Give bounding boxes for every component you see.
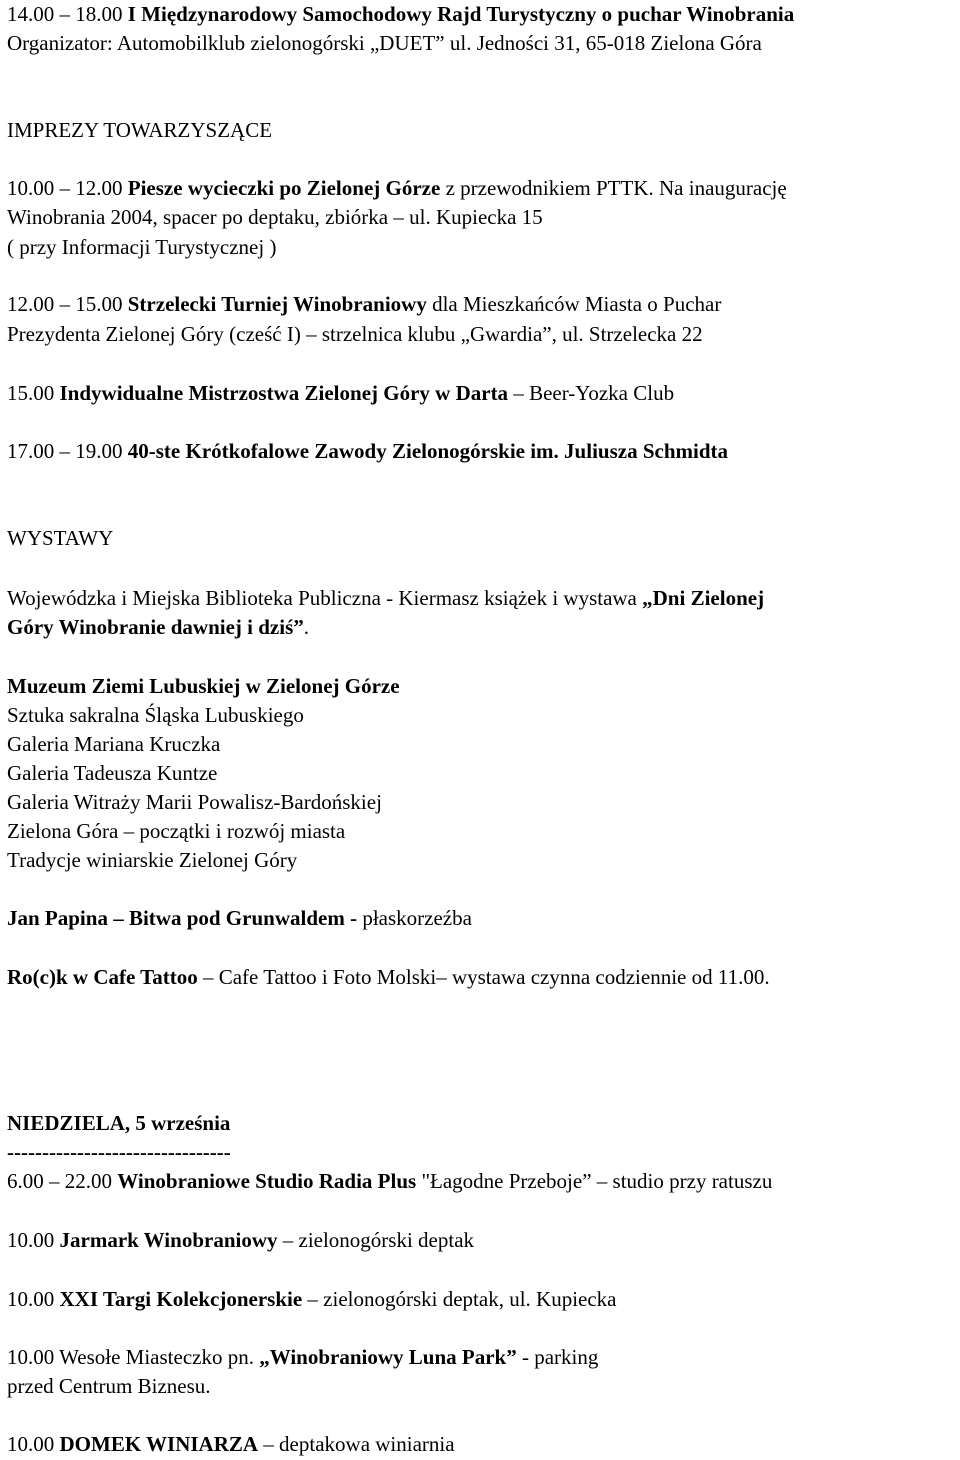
rally-title: I Międzynarodowy Samochodowy Rajd Turystyczny o puchar Winobrania [127, 2, 795, 26]
shooting-title: Strzelecki Turniej Winobraniowy [127, 292, 427, 316]
papina-title: Jan Papina – Bitwa pod Grunwaldem - [7, 906, 358, 930]
darts-title: Indywidualne Mistrzostwa Zielonej Góry w Darta [59, 381, 509, 405]
library-line-2 [7, 613, 309, 642]
library-line-1 [7, 584, 764, 613]
museum-heading: Muzeum Ziemi Lubuskiej w Zielonej Górze [7, 674, 400, 698]
rally-line [7, 0, 794, 29]
targi-title: XXI Targi Kolekcjonerskie [59, 1287, 303, 1311]
domek-time: 10.00 [7, 1432, 55, 1456]
museum-item: Galeria Tadeusza Kuntze [7, 761, 218, 785]
library-end: . [303, 615, 310, 639]
walks-desc-2: Winobrania 2004, spacer po deptaku, zbiórka – ul. Kupiecka 15 [7, 205, 543, 229]
shooting-line-1 [7, 290, 721, 319]
studio-time: 6.00 – 22.00 [7, 1169, 112, 1193]
lunapark-desc-2: przed Centrum Biznesu. [7, 1374, 211, 1398]
jarmark-line [7, 1226, 474, 1255]
tattoo-line [7, 963, 770, 992]
darts-time: 15.00 [7, 381, 55, 405]
niedziela-divider: -------------------------------- [7, 1140, 231, 1164]
radio-time: 17.00 – 19.00 [7, 439, 123, 463]
lunapark-line-1 [7, 1343, 598, 1372]
museum-item: Tradycje winiarskie Zielonej Góry [7, 848, 298, 872]
papina-desc: płaskorzeźba [362, 906, 472, 930]
darts-desc: – Beer-Yozka Club [513, 381, 675, 405]
tattoo-title: Ro(c)k w Cafe Tattoo [7, 965, 198, 989]
rally-organizer: Organizator: Automobilklub zielonogórski „DUET” ul. Jedności 31, 65-018 Zielona Góra [7, 31, 762, 55]
museum-item: Galeria Mariana Kruczka [7, 732, 221, 756]
domek-desc: – deptakowa winiarnia [263, 1432, 455, 1456]
walks-desc-3: ( przy Informacji Turystycznej ) [7, 235, 277, 259]
walks-desc-1: z przewodnikiem PTTK. Na inaugurację [445, 176, 787, 200]
museum-heading-line [7, 672, 400, 701]
walks-title: Piesze wycieczki po Zielonej Górze [127, 176, 441, 200]
library-title-1: „Dni Zielonej [642, 586, 765, 610]
shooting-time: 12.00 – 15.00 [7, 292, 123, 316]
museum-item: Galeria Witraży Marii Powalisz-Bardońskiej [7, 790, 382, 814]
niedziela-heading-line [7, 1109, 230, 1138]
rally-time: 14.00 – 18.00 [7, 2, 123, 26]
lunapark-title: „Winobraniowy Luna Park” [259, 1345, 517, 1369]
museum-item: Sztuka sakralna Śląska Lubuskiego [7, 703, 304, 727]
section-heading-imprezy: IMPREZY TOWARZYSZĄCE [7, 118, 273, 142]
studio-line [7, 1167, 772, 1196]
targi-time: 10.00 [7, 1287, 55, 1311]
shooting-desc-2: Prezydenta Zielonej Góry (cześć I) – strzelnica klubu „Gwardia”, ul. Strzelecka 22 [7, 322, 703, 346]
targi-desc: – zielonogórski deptak, ul. Kupiecka [307, 1287, 617, 1311]
museum-item: Zielona Góra – początki i rozwój miasta [7, 819, 346, 843]
lunapark-time: 10.00 Wesołe Miasteczko pn. [7, 1345, 254, 1369]
studio-title: Winobraniowe Studio Radia Plus [117, 1169, 417, 1193]
lunapark-desc-1: - parking [521, 1345, 599, 1369]
walks-line-1 [7, 174, 787, 203]
targi-line [7, 1285, 617, 1314]
library-text: Wojewódzka i Miejska Biblioteka Publiczna - Kiermasz książek i wystawa [7, 586, 637, 610]
studio-desc: "Łagodne Przeboje” – studio przy ratuszu [421, 1169, 773, 1193]
darts-line [7, 379, 674, 408]
library-title-2: Góry Winobranie dawniej i dziś” [7, 615, 304, 639]
papina-line [7, 904, 472, 933]
radio-line [7, 437, 728, 466]
niedziela-heading: NIEDZIELA, 5 września [7, 1111, 231, 1135]
walks-time: 10.00 – 12.00 [7, 176, 123, 200]
section-heading-wystawy: WYSTAWY [7, 526, 114, 550]
domek-line [7, 1430, 455, 1459]
tattoo-desc: – Cafe Tattoo i Foto Molski– wystawa czynna codziennie od 11.00. [202, 965, 770, 989]
radio-title: 40-ste Krótkofalowe Zawody Zielonogórskie im. Juliusza Schmidta [127, 439, 729, 463]
jarmark-desc: – zielonogórski deptak [282, 1228, 475, 1252]
shooting-desc-1: dla Mieszkańców Miasta o Puchar [432, 292, 722, 316]
domek-title: DOMEK WINIARZA [59, 1432, 259, 1456]
jarmark-time: 10.00 [7, 1228, 55, 1252]
niedziela-divider-line [7, 1138, 231, 1167]
jarmark-title: Jarmark Winobraniowy [59, 1228, 278, 1252]
